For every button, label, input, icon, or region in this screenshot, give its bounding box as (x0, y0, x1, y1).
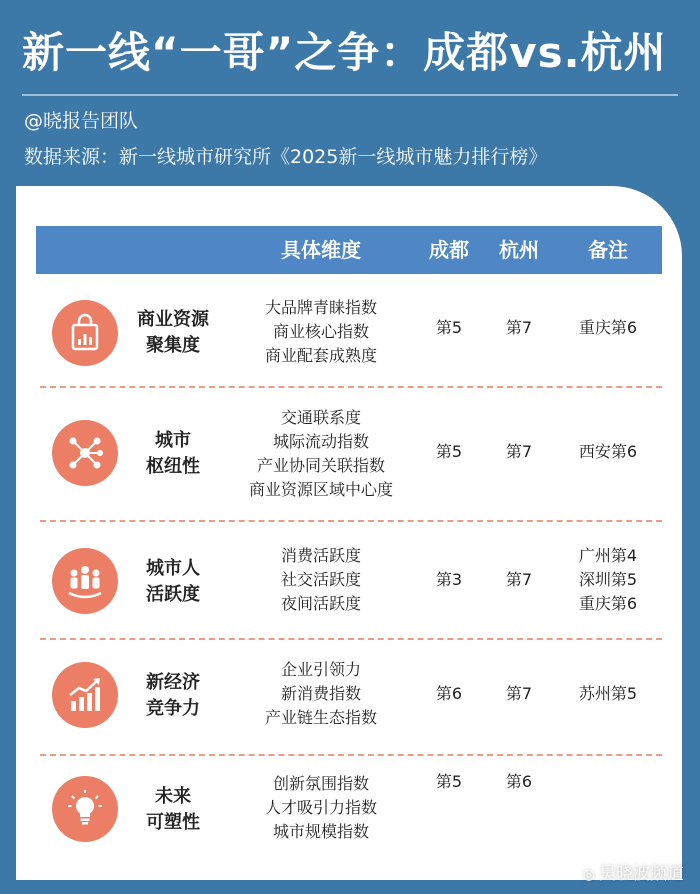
category-line: 未来 (155, 786, 191, 807)
channel-icon: ◎ (582, 867, 595, 883)
chengdu-rank: 第5 (435, 442, 463, 461)
note-item: 广州第4 (578, 546, 638, 565)
table-row (36, 644, 662, 752)
people-group-icon (52, 548, 118, 614)
category-label (128, 556, 218, 608)
note-item: 重庆第6 (578, 594, 638, 613)
dimension-item: 商业配套成熟度 (264, 346, 377, 365)
dimension-item: 城市规模指数 (272, 822, 369, 841)
dimension-list (226, 544, 416, 616)
dimension-item: 企业引领力 (280, 660, 361, 679)
shopping-bag-chart-icon (52, 300, 118, 366)
category-label (128, 784, 218, 836)
dimension-item: 交通联系度 (280, 408, 361, 427)
note-item: 深圳第5 (578, 570, 638, 589)
table-row (36, 526, 662, 634)
author-line: @晓报告团队 (24, 110, 139, 132)
category-line: 活跃度 (146, 584, 200, 605)
category-line: 商业资源 (137, 309, 209, 330)
header-hangzhou: 杭州 (499, 238, 539, 262)
dimension-item: 产业链生态指数 (264, 708, 377, 727)
category-line: 可塑性 (146, 812, 200, 833)
chengdu-rank: 第3 (435, 570, 463, 589)
header-chengdu: 成都 (429, 238, 469, 262)
title-divider (22, 94, 678, 96)
note-item: 苏州第5 (578, 684, 638, 703)
row-divider (40, 386, 662, 388)
table-row (36, 392, 662, 518)
note-cell (560, 544, 656, 616)
dimension-item: 社交活跃度 (280, 570, 361, 589)
row-divider (40, 638, 662, 640)
category-line: 聚集度 (146, 335, 200, 356)
dimension-item: 产业协同关联指数 (256, 456, 385, 475)
dimension-list (226, 406, 416, 502)
hangzhou-rank: 第7 (505, 570, 533, 589)
dimension-item: 夜间活跃度 (280, 594, 361, 613)
dimension-list (226, 296, 416, 368)
hangzhou-rank: 第7 (505, 442, 533, 461)
watermark (583, 863, 684, 886)
category-label (128, 428, 218, 480)
dimension-item: 商业资源区域中心度 (248, 480, 393, 499)
category-line: 城市 (155, 430, 191, 451)
category-label (128, 670, 218, 722)
chengdu-rank: 第5 (435, 318, 463, 337)
table-row (36, 760, 662, 870)
dimension-list (226, 658, 416, 730)
dimension-item: 人才吸引力指数 (264, 798, 377, 817)
table-header (36, 226, 662, 274)
note-cell (560, 682, 656, 706)
category-line: 新经济 (146, 672, 200, 693)
watermark-text: 昊晓波频道 (599, 864, 684, 884)
note-cell (560, 316, 656, 340)
page-title: 新一线“一哥”之争：成都vs.杭州 (22, 28, 667, 77)
header-dimension: 具体维度 (281, 238, 361, 262)
category-line: 城市人 (146, 558, 200, 579)
hangzhou-rank: 第7 (505, 318, 533, 337)
dimension-item: 商业核心指数 (272, 322, 369, 341)
category-line: 竞争力 (146, 698, 200, 719)
row-divider (40, 520, 662, 522)
row-divider (40, 754, 662, 756)
hangzhou-rank: 第7 (505, 684, 533, 703)
dimension-item: 创新氛围指数 (272, 774, 369, 793)
lightbulb-icon (52, 776, 118, 842)
dimension-item: 消费活跃度 (280, 546, 361, 565)
chengdu-rank: 第6 (435, 684, 463, 703)
table-row (36, 284, 662, 382)
network-hub-icon (52, 420, 118, 486)
growth-bar-chart-icon (52, 662, 118, 728)
note-cell (560, 440, 656, 464)
dimension-item: 新消费指数 (280, 684, 361, 703)
header-note: 备注 (588, 238, 628, 262)
category-line: 枢纽性 (146, 456, 200, 477)
dimension-list (226, 772, 416, 844)
source-line: 数据来源：新一线城市研究所《2025新一线城市魅力排行榜》 (24, 146, 548, 168)
note-item: 西安第6 (578, 442, 638, 461)
ranking-card (16, 186, 682, 880)
chengdu-rank: 第5 (435, 772, 463, 791)
category-label (128, 307, 218, 359)
dimension-item: 城际流动指数 (272, 432, 369, 451)
note-item: 重庆第6 (578, 318, 638, 337)
hangzhou-rank: 第6 (505, 772, 533, 791)
dimension-item: 大品牌青睐指数 (264, 298, 377, 317)
